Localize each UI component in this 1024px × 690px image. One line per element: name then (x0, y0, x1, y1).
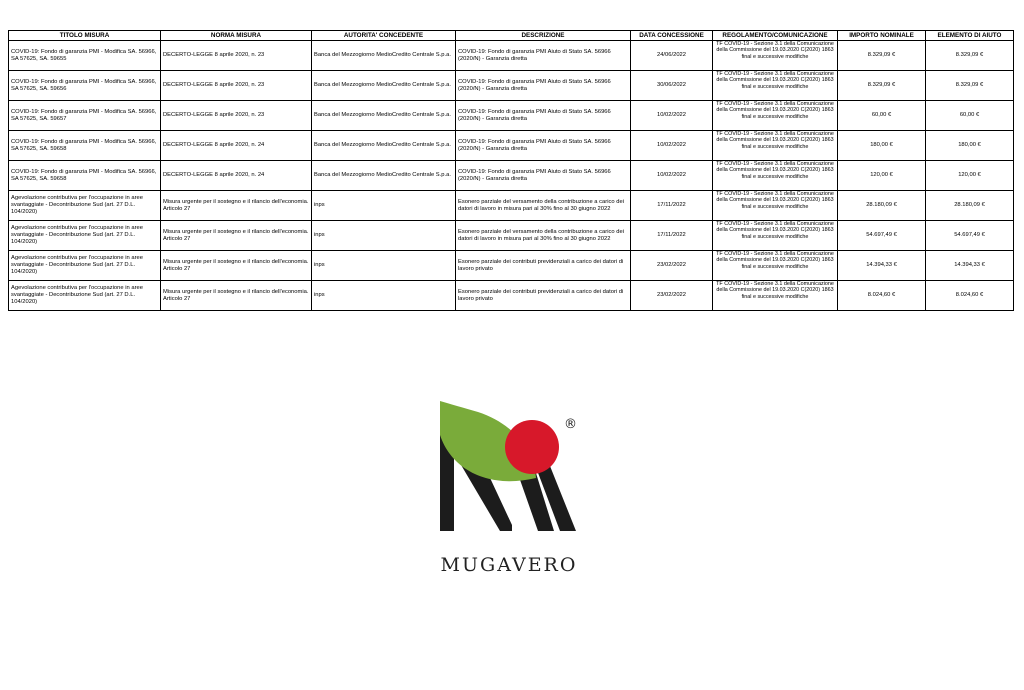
cell-titolo: COVID-19: Fondo di garanzia PMI - Modifica SA. 56966, SA 57625, SA. 59658 (9, 161, 161, 191)
cell-autorita: Banca del Mezzogiorno MedioCredito Centrale S.p.a. (312, 161, 456, 191)
cell-data: 30/06/2022 (631, 71, 713, 101)
cell-importo: 8.329,09 € (838, 41, 926, 71)
cell-norma: DECERTO-LEGGE 8 aprile 2020, n. 24 (161, 161, 312, 191)
cell-titolo: COVID-19: Fondo di garanzia PMI - Modifica SA. 56966, SA 57625, SA. 59657 (9, 101, 161, 131)
logo-dot (505, 420, 559, 474)
cell-norma: DECERTO-LEGGE 8 aprile 2020, n. 24 (161, 131, 312, 161)
cell-regolamento: TF COVID-19 - Sezione 3.1 della Comunicazione della Commissione del 19.03.2020 C(2020) 1863 final e successive modifiche (713, 191, 838, 221)
cell-data: 23/02/2022 (631, 281, 713, 311)
cell-descrizione: COVID-19: Fondo di garanzia PMI Aiuto di Stato SA. 56966 (2020/N) - Garanzia diretta (456, 71, 631, 101)
cell-elemento: 28.180,09 € (926, 191, 1014, 221)
table-row (9, 251, 1014, 281)
cell-autorita: Banca del Mezzogiorno MedioCredito Centrale S.p.a. (312, 71, 456, 101)
cell-data: 10/02/2022 (631, 131, 713, 161)
header-autorita-concedente: AUTORITA' CONCEDENTE (312, 31, 456, 41)
cell-regolamento: TF COVID-19 - Sezione 3.1 della Comunicazione della Commissione del 19.03.2020 C(2020) 1863 final e successive modifiche (713, 101, 838, 131)
cell-autorita: Banca del Mezzogiorno MedioCredito Centrale S.p.a. (312, 131, 456, 161)
table-row (9, 191, 1014, 221)
cell-regolamento: TF COVID-19 - Sezione 3.1 della Comunicazione della Commissione del 19.03.2020 C(2020) 1863 final e successive modifiche (713, 281, 838, 311)
cell-descrizione: COVID-19: Fondo di garanzia PMI Aiuto di Stato SA. 56966 (2020/N) - Garanzia diretta (456, 101, 631, 131)
cell-elemento: 8.329,09 € (926, 41, 1014, 71)
cell-regolamento: TF COVID-19 - Sezione 3.1 della Comunicazione della Commissione del 19.03.2020 C(2020) 1863 final e successive modifiche (713, 131, 838, 161)
grants-table (8, 30, 1014, 311)
cell-descrizione: COVID-19: Fondo di garanzia PMI Aiuto di Stato SA. 56966 (2020/N) - Garanzia diretta (456, 131, 631, 161)
header-elemento-aiuto: ELEMENTO DI AIUTO (926, 31, 1014, 41)
cell-norma: Misura urgente per il sostegno e il rilancio dell'economia. Articolo 27 (161, 281, 312, 311)
registered-mark: ® (564, 417, 577, 432)
cell-regolamento: TF COVID-19 - Sezione 3.1 della Comunicazione della Commissione del 19.03.2020 C(2020) 1863 final e successive modifiche (713, 41, 838, 71)
cell-elemento: 8.024,60 € (926, 281, 1014, 311)
cell-titolo: COVID-19: Fondo di garanzia PMI - Modifica SA. 56966, SA 57625, SA. 59656 (9, 71, 161, 101)
cell-descrizione: COVID-19: Fondo di garanzia PMI Aiuto di Stato SA. 56966 (2020/N) - Garanzia diretta (456, 41, 631, 71)
cell-titolo: Agevolazione contributiva per l'occupazione in aree svantaggiate - Decontribuzione Sud (art. 27 D.L. 104/2020) (9, 221, 161, 251)
cell-regolamento: TF COVID-19 - Sezione 3.1 della Comunicazione della Commissione del 19.03.2020 C(2020) 1863 final e successive modifiche (713, 251, 838, 281)
table-row (9, 101, 1014, 131)
cell-descrizione: COVID-19: Fondo di garanzia PMI Aiuto di Stato SA. 56966 (2020/N) - Garanzia diretta (456, 161, 631, 191)
cell-titolo: COVID-19: Fondo di garanzia PMI - Modifica SA. 56966, SA 57625, SA. 59658 (9, 131, 161, 161)
cell-titolo: Agevolazione contributiva per l'occupazione in aree svantaggiate - Decontribuzione Sud (art. 27 D.L. 104/2020) (9, 191, 161, 221)
header-descrizione: DESCRIZIONE (456, 31, 631, 41)
cell-elemento: 180,00 € (926, 131, 1014, 161)
table-row (9, 221, 1014, 251)
cell-regolamento: TF COVID-19 - Sezione 3.1 della Comunicazione della Commissione del 19.03.2020 C(2020) 1863 final e successive modifiche (713, 71, 838, 101)
cell-norma: DECERTO-LEGGE 8 aprile 2020, n. 23 (161, 71, 312, 101)
table-row (9, 131, 1014, 161)
logo-mark-icon (430, 395, 595, 545)
cell-importo: 28.180,09 € (838, 191, 926, 221)
cell-data: 24/06/2022 (631, 41, 713, 71)
cell-elemento: 8.329,09 € (926, 71, 1014, 101)
logo-wordmark: MUGAVERO (440, 554, 578, 576)
cell-autorita: Banca del Mezzogiorno MedioCredito Centrale S.p.a. (312, 41, 456, 71)
cell-titolo: Agevolazione contributiva per l'occupazione in aree svantaggiate - Decontribuzione Sud (art. 27 D.L. 104/2020) (9, 251, 161, 281)
cell-autorita: inps (312, 221, 456, 251)
cell-importo: 120,00 € (838, 161, 926, 191)
cell-autorita: inps (312, 281, 456, 311)
cell-autorita: inps (312, 251, 456, 281)
cell-importo: 8.024,60 € (838, 281, 926, 311)
mugavero-logo (430, 395, 595, 585)
header-data-concessione: DATA CONCESSIONE (631, 31, 713, 41)
cell-importo: 14.394,33 € (838, 251, 926, 281)
cell-titolo: COVID-19: Fondo di garanzia PMI - Modifica SA. 56966, SA 57625, SA. 59655 (9, 41, 161, 71)
table-row (9, 41, 1014, 71)
cell-norma: DECERTO-LEGGE 8 aprile 2020, n. 23 (161, 41, 312, 71)
cell-data: 17/11/2022 (631, 191, 713, 221)
cell-elemento: 14.394,33 € (926, 251, 1014, 281)
cell-descrizione: Esonero parziale del versamento della contribuzione a carico dei datori di lavoro in misura pari al 30% fino al 30 giugno 2022 (456, 221, 631, 251)
cell-norma: Misura urgente per il sostegno e il rilancio dell'economia. Articolo 27 (161, 191, 312, 221)
table-row (9, 71, 1014, 101)
cell-regolamento: TF COVID-19 - Sezione 3.1 della Comunicazione della Commissione del 19.03.2020 C(2020) 1863 final e successive modifiche (713, 221, 838, 251)
cell-data: 10/02/2022 (631, 161, 713, 191)
cell-regolamento: TF COVID-19 - Sezione 3.1 della Comunicazione della Commissione del 19.03.2020 C(2020) 1863 final e successive modifiche (713, 161, 838, 191)
table-header-row (9, 31, 1014, 41)
header-regolamento: REGOLAMENTO/COMUNICAZIONE (713, 31, 838, 41)
header-norma-misura: NORMA MISURA (161, 31, 312, 41)
cell-autorita: inps (312, 191, 456, 221)
cell-importo: 180,00 € (838, 131, 926, 161)
cell-norma: DECERTO-LEGGE 8 aprile 2020, n. 23 (161, 101, 312, 131)
table-row (9, 281, 1014, 311)
cell-data: 17/11/2022 (631, 221, 713, 251)
cell-norma: Misura urgente per il sostegno e il rilancio dell'economia. Articolo 27 (161, 251, 312, 281)
cell-data: 10/02/2022 (631, 101, 713, 131)
cell-importo: 8.329,09 € (838, 71, 926, 101)
cell-data: 23/02/2022 (631, 251, 713, 281)
cell-elemento: 60,00 € (926, 101, 1014, 131)
cell-autorita: Banca del Mezzogiorno MedioCredito Centrale S.p.a. (312, 101, 456, 131)
cell-descrizione: Esonero parziale dei contributi previdenziali a carico dei datori di lavoro privato (456, 251, 631, 281)
table-row (9, 161, 1014, 191)
header-importo-nominale: IMPORTO NOMINALE (838, 31, 926, 41)
cell-norma: Misura urgente per il sostegno e il rilancio dell'economia. Articolo 27 (161, 221, 312, 251)
header-titolo-misura: TITOLO MISURA (9, 31, 161, 41)
cell-titolo: Agevolazione contributiva per l'occupazione in aree svantaggiate - Decontribuzione Sud (art. 27 D.L. 104/2020) (9, 281, 161, 311)
cell-importo: 54.697,49 € (838, 221, 926, 251)
cell-descrizione: Esonero parziale del versamento della contribuzione a carico dei datori di lavoro in misura pari al 30% fino al 30 giugno 2022 (456, 191, 631, 221)
cell-elemento: 120,00 € (926, 161, 1014, 191)
cell-importo: 60,00 € (838, 101, 926, 131)
cell-elemento: 54.697,49 € (926, 221, 1014, 251)
cell-descrizione: Esonero parziale dei contributi previdenziali a carico dei datori di lavoro privato (456, 281, 631, 311)
